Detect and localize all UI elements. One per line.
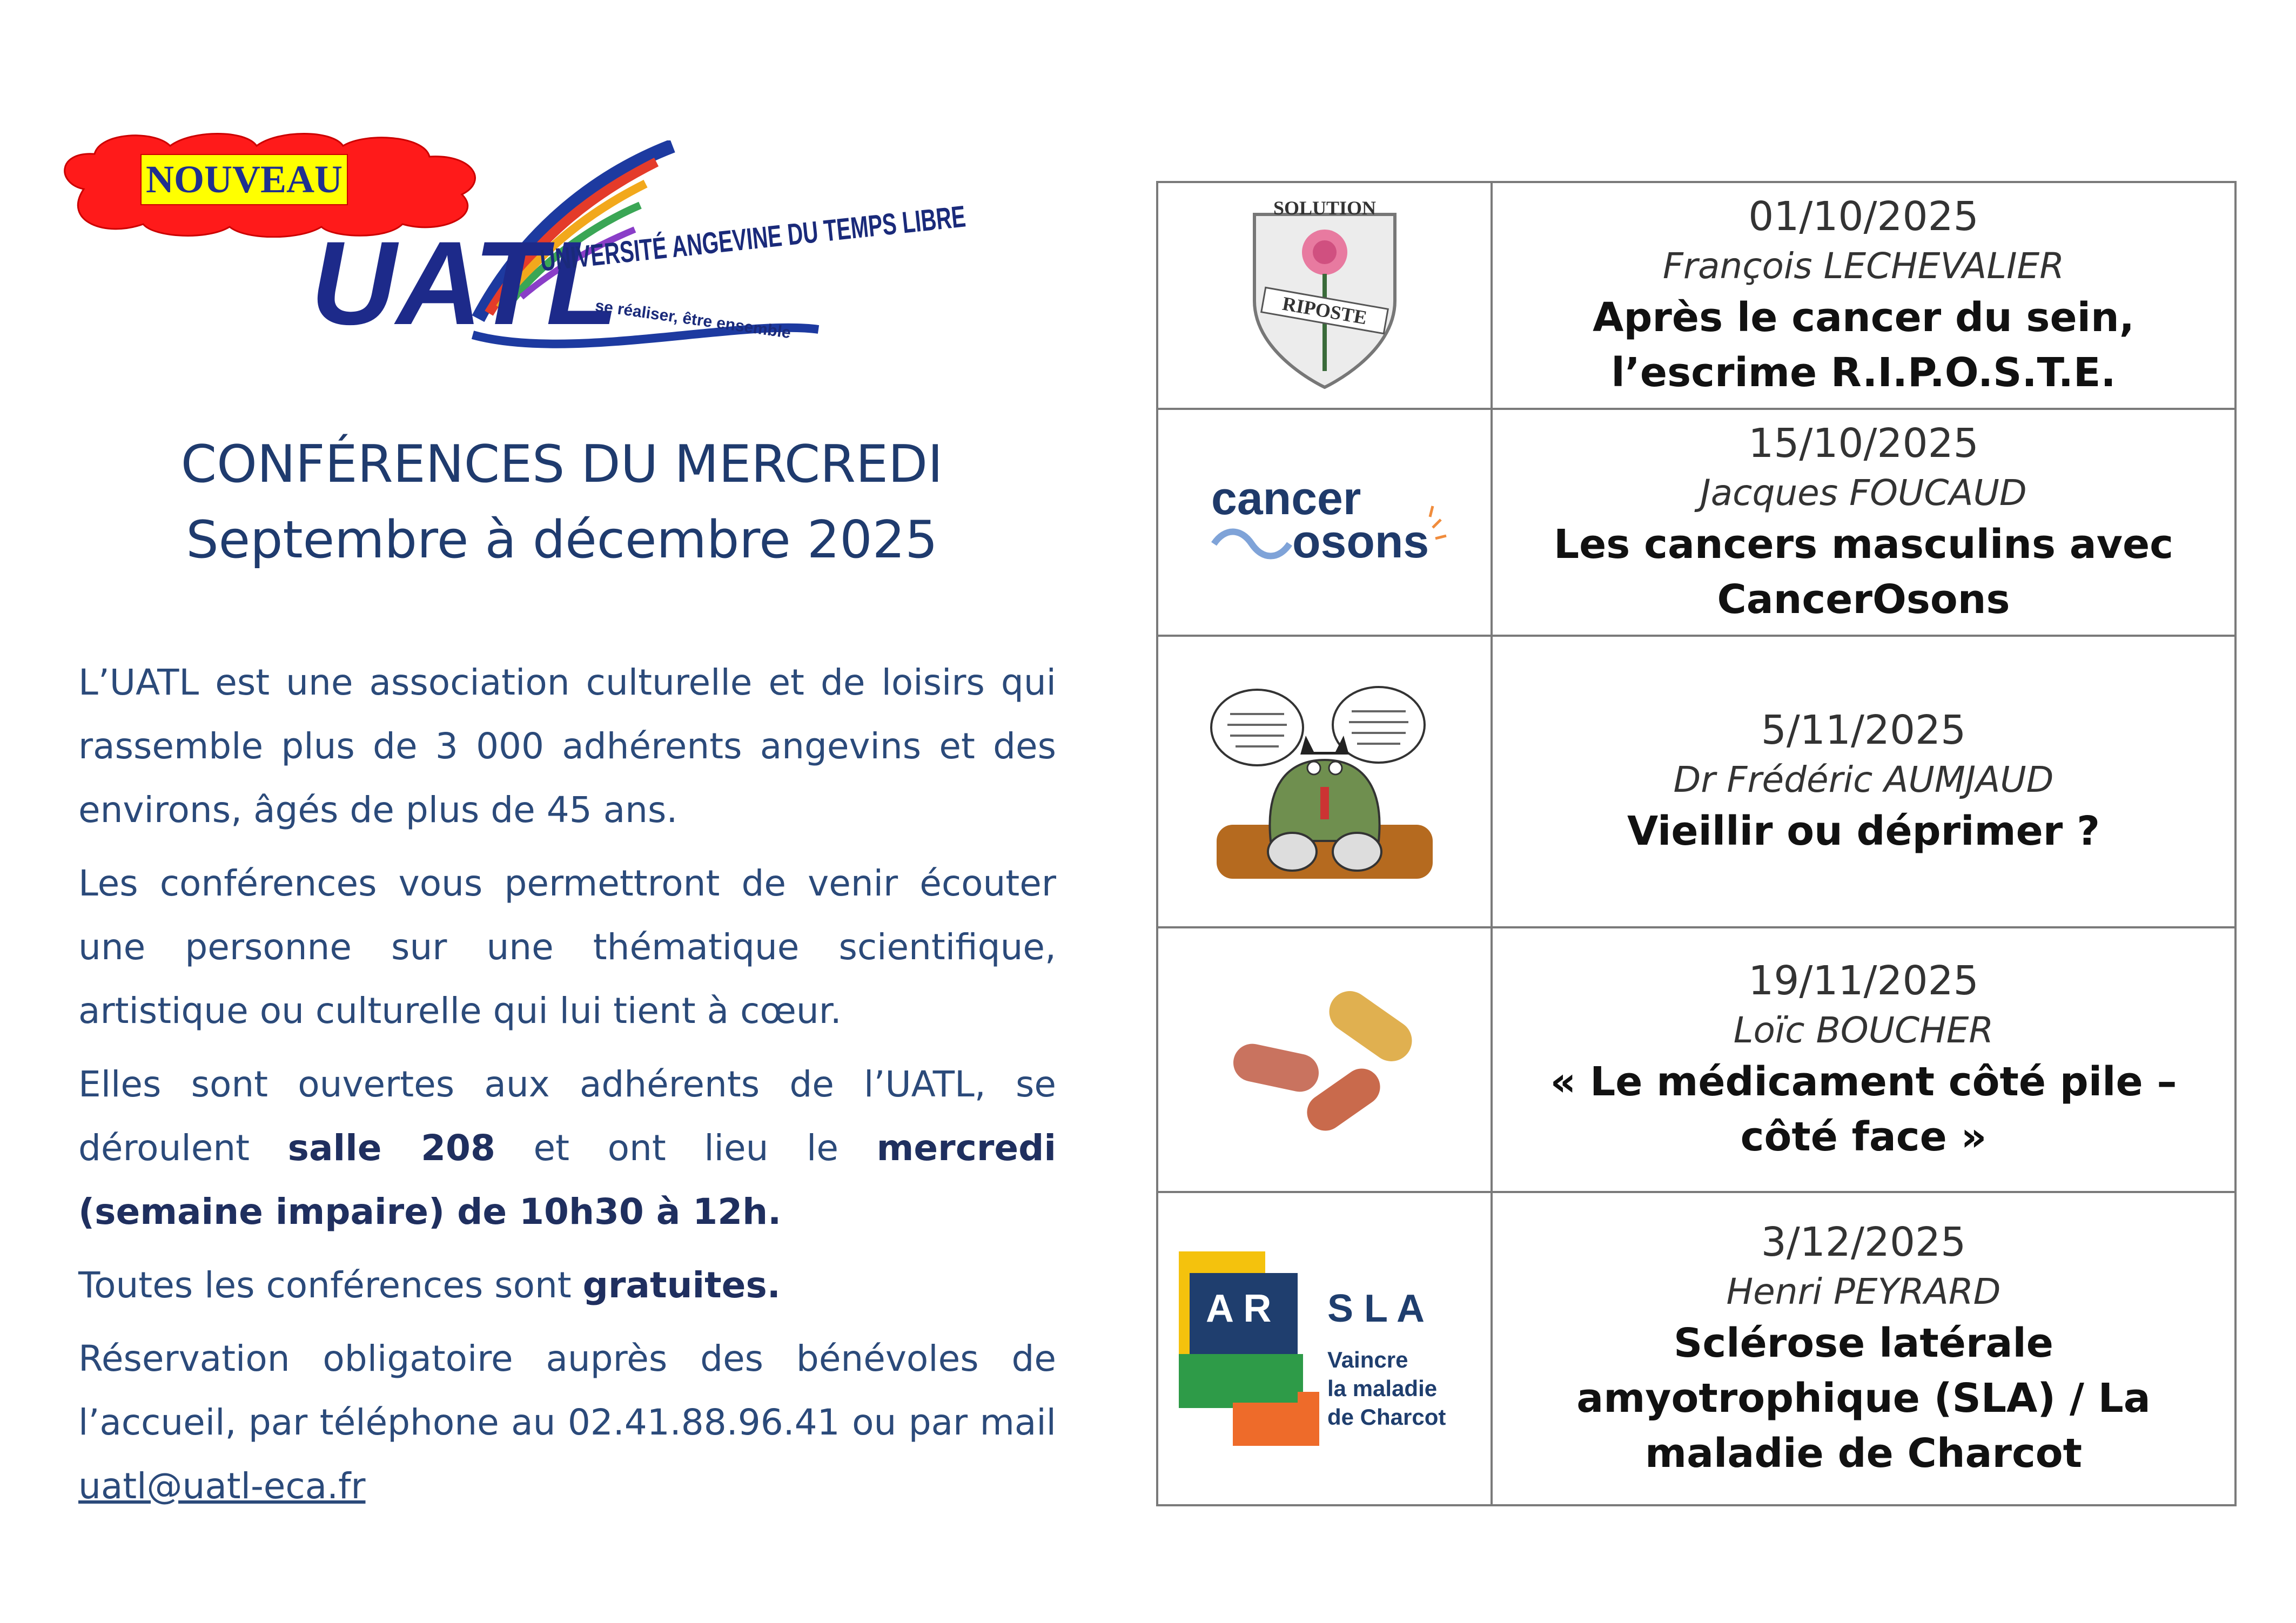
reservation-text: Réservation obligatoire auprès des bénévoles de l’accueil, par téléphone au 02.41.88.96.41 ou par mail bbox=[78, 1338, 1056, 1443]
room-label: salle 208 bbox=[287, 1127, 495, 1169]
free-label: gratuites. bbox=[582, 1264, 781, 1306]
speech-bubble-icon bbox=[1211, 690, 1303, 765]
intro-paragraph-1: L’UATL est une association culturelle et de loisirs qui rassemble plus de 3 000 adhérents angevins et des environs, âgés de plus de 45 ans. bbox=[78, 662, 1056, 831]
intro-paragraph-4 bbox=[78, 1254, 1056, 1317]
intro-paragraph-5 bbox=[78, 1327, 1056, 1518]
table-row bbox=[1157, 1192, 2235, 1505]
logo-cell bbox=[1157, 1192, 1492, 1505]
logo-tagline-3: de Charcot bbox=[1327, 1404, 1446, 1430]
title-line-2: Septembre à décembre 2025 bbox=[186, 510, 938, 570]
intro-paragraph-2: Les conférences vous permettront de venir écouter une personne sur une thématique scientifique, artistique ou culturelle qui lui tient à cœur. bbox=[78, 863, 1056, 1032]
conference-speaker: Jacques FOUCAUD bbox=[1700, 472, 2027, 514]
logo-cell bbox=[1157, 636, 1492, 927]
conference-title: Sclérose latérale amyotrophique (SLA) / La maladie de Charcot bbox=[1576, 1320, 2151, 1477]
pills-illustration bbox=[1217, 973, 1433, 1146]
logo-tagline-2: la maladie bbox=[1327, 1376, 1437, 1401]
intro-p3-text-a: Elles sont ouvertes aux adhérents de l’UATL, se déroulent bbox=[78, 1063, 1056, 1169]
conference-speaker: Dr Frédéric AUMJAUD bbox=[1673, 759, 2054, 800]
logo-cancer-text: cancer bbox=[1211, 473, 1361, 524]
logo-osons-text: osons bbox=[1292, 516, 1429, 568]
logo-cell bbox=[1157, 927, 1492, 1192]
intro-paragraph-3 bbox=[78, 1053, 1056, 1244]
logo-solution-text: SOLUTION bbox=[1273, 197, 1376, 219]
conference-date: 01/10/2025 bbox=[1748, 193, 1979, 240]
cancerosons-logo bbox=[1200, 463, 1449, 582]
arsla-logo bbox=[1173, 1241, 1476, 1457]
conference-info bbox=[1492, 636, 2235, 927]
logo-cell bbox=[1157, 182, 1492, 409]
uatl-logo-area bbox=[51, 130, 968, 383]
nouveau-badge: NOUVEAU bbox=[140, 154, 348, 205]
table-row bbox=[1157, 182, 2235, 409]
conference-title: Les cancers masculins avec CancerOsons bbox=[1553, 521, 2174, 623]
table-row bbox=[1157, 927, 2235, 1192]
email-link[interactable]: uatl@uatl-eca.fr bbox=[78, 1465, 366, 1507]
table-row bbox=[1157, 409, 2235, 636]
conference-info bbox=[1492, 182, 2235, 409]
conference-date: 5/11/2025 bbox=[1761, 707, 1966, 753]
conference-info bbox=[1492, 409, 2235, 636]
uatl-acronym: UATL bbox=[311, 217, 619, 349]
pill-icon bbox=[1321, 983, 1420, 1069]
cartoon-cat-illustration bbox=[1206, 679, 1444, 884]
solution-riposte-logo bbox=[1233, 193, 1416, 398]
logo-sla-text: S L A bbox=[1327, 1287, 1425, 1330]
conference-speaker: François LECHEVALIER bbox=[1662, 245, 2065, 287]
intro-p4-text: Toutes les conférences sont bbox=[78, 1264, 583, 1306]
conference-title: Après le cancer du sein, l’escrime R.I.P.O.S.T.E. bbox=[1593, 294, 2134, 396]
conference-speaker: Henri PEYRARD bbox=[1726, 1271, 2001, 1312]
conference-title: « Le médicament côté pile – côté face » bbox=[1550, 1059, 2177, 1160]
pill-icon bbox=[1230, 1040, 1322, 1095]
intro-text bbox=[78, 651, 1056, 1528]
intro-p3-text-b: et ont lieu le bbox=[495, 1127, 877, 1169]
conference-info bbox=[1492, 1192, 2235, 1505]
title-line-1: CONFÉRENCES DU MERCREDI bbox=[180, 435, 943, 494]
logo-tagline-1: Vaincre bbox=[1327, 1347, 1408, 1372]
logo-cell bbox=[1157, 409, 1492, 636]
conference-title: Vieillir ou déprimer ? bbox=[1627, 808, 2100, 854]
logo-riposte-text: RIPOSTE bbox=[1280, 292, 1368, 329]
uatl-full-name: UNIVERSITÉ ANGEVINE DU TEMPS LIBRE bbox=[538, 199, 968, 278]
logo-ar-text: A R bbox=[1205, 1287, 1271, 1330]
conference-date: 3/12/2025 bbox=[1761, 1219, 1966, 1265]
conference-date: 19/11/2025 bbox=[1748, 958, 1979, 1004]
schedule-label: mercredi (semaine impaire) de 10h30 à 12h. bbox=[78, 1127, 1056, 1233]
conference-schedule-table bbox=[1156, 181, 2237, 1506]
table-row bbox=[1157, 636, 2235, 927]
conference-date: 15/10/2025 bbox=[1748, 420, 1979, 467]
conference-speaker: Loïc BOUCHER bbox=[1733, 1009, 1994, 1051]
page-title bbox=[0, 427, 1124, 578]
conference-info bbox=[1492, 927, 2235, 1192]
uatl-motto: se réaliser, être ensemble bbox=[594, 297, 792, 342]
